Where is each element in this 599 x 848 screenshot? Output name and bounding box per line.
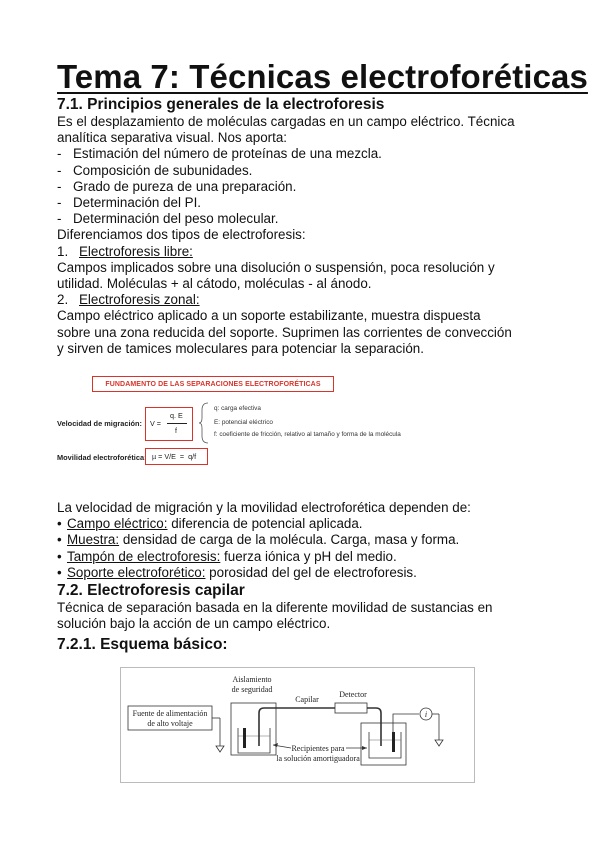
brace-icon — [198, 402, 210, 444]
fraction-bar — [167, 423, 187, 424]
type-2-text: y sirven de tamices moleculares para potenciar la separación. — [57, 340, 424, 356]
definition-q: q: carga efectiva — [214, 405, 261, 412]
type-1-heading — [57, 244, 547, 260]
list-item — [57, 565, 547, 581]
formula-numerator: q. E — [170, 411, 183, 420]
velocity-label: Velocidad de migración: — [57, 419, 143, 428]
section-7-2-1-heading: 7.2.1. Esquema básico: — [57, 636, 228, 653]
mobility-formula-box — [145, 448, 208, 465]
ground-icon — [435, 740, 443, 746]
type-1-text: utilidad. Moléculas + al cátodo, moléculas - al ánodo. — [57, 276, 372, 292]
capillary-tube — [259, 708, 381, 746]
page-title: Tema 7: Técnicas electroforéticas — [57, 58, 588, 95]
factor-term: Muestra: — [67, 532, 120, 548]
figure-title: FUNDAMENTO DE LAS SEPARACIONES ELECTROFORÉTICAS — [92, 376, 334, 392]
list-item: - Grado de pureza de una preparación. — [57, 179, 547, 195]
list-item: - Determinación del PI. — [57, 195, 547, 211]
isolation-label: de seguridad — [231, 685, 273, 694]
type-2-label: Electroforesis zonal: — [79, 292, 200, 308]
electrophoresis-formula-figure — [57, 368, 457, 468]
reservoir-label: Recipientes para — [291, 744, 345, 753]
section-7-1-heading: 7.1. Principios generales de la electroforesis — [57, 96, 385, 113]
list-item — [57, 516, 547, 532]
factor-term: Soporte electroforético: — [67, 564, 206, 580]
velocity-formula-box — [145, 407, 193, 441]
factor-desc: densidad de carga de la molécula. Carga, masa y forma. — [119, 532, 460, 548]
list-item — [57, 532, 547, 548]
section-7-1-body — [57, 114, 547, 357]
list-item: - Estimación del número de proteínas de una mezcla. — [57, 146, 547, 162]
formula-denominator: f — [175, 426, 177, 435]
right-isolation-box — [361, 723, 406, 765]
type-1-text: Campos implicados sobre una disolución o suspensión, poca resolución y — [57, 259, 495, 275]
isolation-label: Aislamiento — [232, 675, 272, 684]
type-2-heading — [57, 292, 547, 308]
left-beaker — [238, 728, 270, 753]
factors-block — [57, 500, 547, 581]
schematic-svg — [121, 668, 474, 782]
list-item: - Composición de subunidades. — [57, 163, 547, 179]
factor-desc: diferencia de potencial aplicada. — [167, 516, 363, 532]
intro-line: analítica separativa visual. Nos aporta: — [57, 130, 287, 146]
detector-box — [335, 703, 367, 713]
intro-line: Es el desplazamiento de moléculas cargadas en un campo eléctrico. Técnica — [57, 114, 515, 129]
type-1-label: Electroforesis libre: — [79, 243, 193, 259]
factor-term: Tampón de electroforesis: — [67, 548, 221, 564]
ground-icon — [216, 746, 224, 752]
reservoir-label: la solución amortiguadora — [276, 754, 360, 763]
section-7-2-body — [57, 600, 547, 632]
velocity-symbol: V = — [150, 419, 161, 428]
right-electrode — [392, 732, 395, 752]
list-item — [57, 549, 547, 565]
ammeter-label: i — [424, 710, 428, 719]
power-supply-label: de alto voltaje — [147, 719, 193, 728]
body-line: Técnica de separación basada en la diferente movilidad de sustancias en — [57, 600, 493, 615]
capillary-electrophoresis-diagram — [120, 667, 475, 783]
detector-label: Detector — [339, 690, 367, 699]
type-2-text: Campo eléctrico aplicado a un soporte estabilizante, muestra dispuesta — [57, 308, 481, 324]
body-line: solución bajo la acción de un campo eléctrico. — [57, 616, 331, 632]
list-item: - Determinación del peso molecular. — [57, 211, 547, 227]
definition-e: E: potencial eléctrico — [214, 419, 273, 426]
right-beaker — [369, 732, 401, 758]
capillary-label: Capilar — [295, 695, 319, 704]
left-electrode — [243, 728, 246, 748]
types-intro: Diferenciamos dos tipos de electroforesis: — [57, 227, 306, 243]
power-supply-label: Fuente de alimentación — [132, 709, 208, 718]
type-2-text: sobre una zona reducida del soporte. Suprimen las corrientes de convección — [57, 324, 512, 340]
factor-term: Campo eléctrico: — [67, 516, 168, 532]
type-2-number: 2. — [57, 292, 69, 308]
mobility-formula: µ = V/E = q/f — [152, 452, 197, 461]
factor-desc: porosidad del gel de electroforesis. — [205, 564, 417, 580]
section-7-2-heading: 7.2. Electroforesis capilar — [57, 582, 245, 599]
mobility-label: Movilidad electroforética: — [57, 453, 147, 462]
factors-intro: La velocidad de migración y la movilidad electroforética dependen de: — [57, 500, 471, 515]
factor-desc: fuerza iónica y pH del medio. — [220, 548, 397, 564]
type-1-number: 1. — [57, 243, 69, 259]
definition-f: f: coeficiente de fricción, relativo al tamaño y forma de la molécula — [214, 431, 401, 438]
